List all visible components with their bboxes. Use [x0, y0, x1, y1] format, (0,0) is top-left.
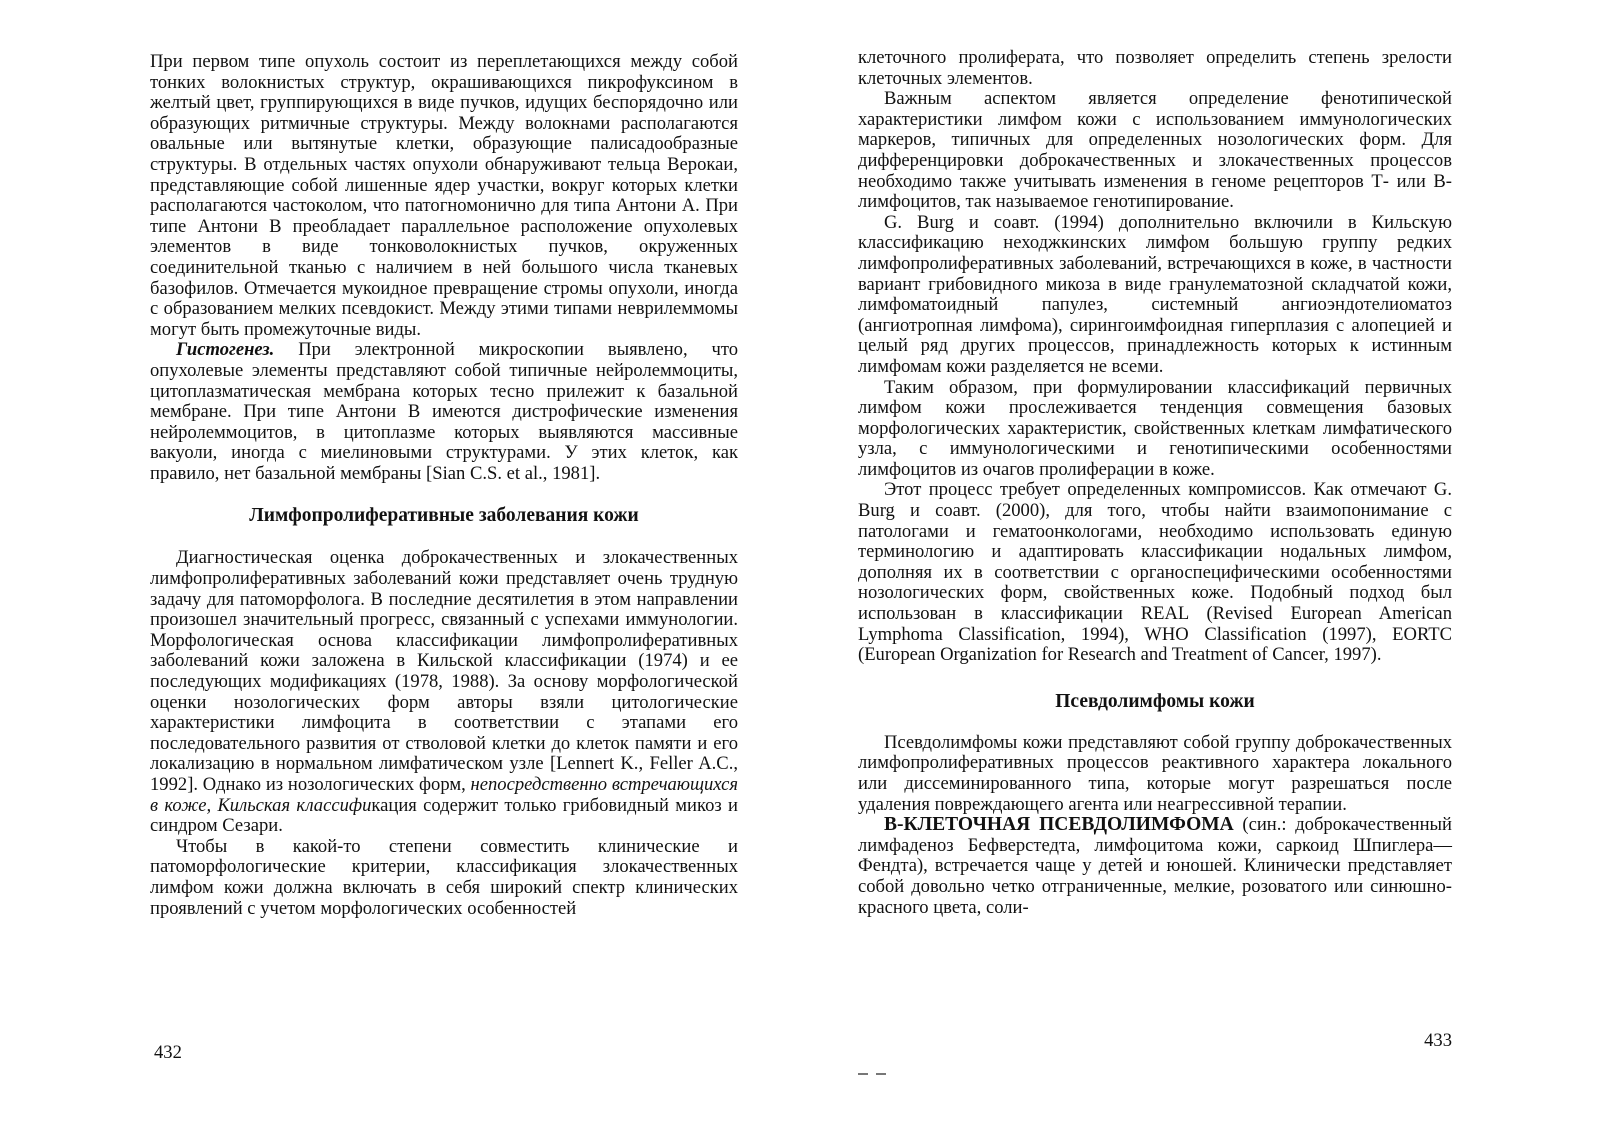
print-smudge [858, 1062, 918, 1068]
paragraph-term [858, 815, 1452, 918]
histogenesis-label: Гистогенез. [176, 339, 275, 361]
paragraph: G. Burg и соавт. (1994) дополнительно включили в Кильскую классификацию неходжкинских лимфом большую группу редких лимфопролиферативных заболеваний, встречающихся в коже, в частности вариант грибовидного микоза в виде гранулематозной складчатой кожи, лимфоматоидный папулез, системный ангиоэндотелиоматоз (ангиотропная лимфома), сирингоимфоидная гиперплазия с алопецией и целый ряд других процессов, принадлежность которых к истинным лимфомам кожи разделяется не всеми. [858, 211, 1452, 377]
section-heading: Псевдолимфомы кожи [1055, 690, 1255, 712]
page-number: 433 [1424, 1030, 1452, 1051]
paragraph-histogenesis [150, 340, 738, 484]
paragraph: При первом типе опухоль состоит из переплетающихся между собой тонких волокнистых структур, окрашивающихся пикрофуксином в желтый цвет, группирующихся в виде пучков, идущих беспорядочно или образующих ритмичные структуры. Между волокнами располагаются овальные или вытянутые клетки, образующие палисадообразные структуры. В отдельных частях опухоли обнаруживают тельца Верокаи, представляющие собой лишенные ядер участки, вокруг которых клетки располагаются частоколом, что патогномонично для типа Антони А. При типе Антони В преобладает параллельное расположение опухолевых элементов в виде тонковолокнистых пучков, окруженных соединительной тканью с наличием в ней большого числа тканевых базофилов. Отмечается мукоидное превращение стромы опухоли, иногда с образованием мелких псевдокист. Между этими типами неврилеммомы могут быть промежуточные виды. [150, 51, 738, 340]
section-heading: Лимфопролиферативные заболевания кожи [249, 505, 639, 527]
paragraph: Чтобы в какой-то степени совместить клинические и патоморфологические критерии, классификация злокачественных лимфом кожи должна включать в себя широкий спектр клинических проявлений с учетом морфологических особенностей [150, 835, 738, 919]
page-number: 432 [154, 1042, 182, 1063]
paragraph [150, 548, 738, 836]
paragraph-text: кация содержит только грибовидный микоз и синдром Сезари. [150, 794, 738, 837]
left-page-text [150, 52, 738, 919]
paragraph: клеточного пролиферата, что позволяет определить степень зрелости клеточных элементов. [858, 47, 1452, 89]
italic-text: непосредственно встречающихся в коже, Кильская классифи [150, 774, 738, 816]
paragraph-text: Диагностическая оценка доброкачественных и злокачественных лимфопролиферативных заболеваний кожи представляет очень трудную задачу для патоморфолога. В последние десятилетия в этом направлении произошел значительный прогресс, связанный с успехами иммунологии. Морфологическая основа классификации лимфопролиферативных заболеваний кожи заложена в Кильской классификации (1974) и ее последующих модификациях (1978, 1988). За основу морфологической оценки нозологических форм авторы взяли цитологические характеристики лимфоцита в соответствии с этапами его последовательного развития от стволовой клетки до клеток памяти и его локализацию в нормальном лимфатическом узле [Lennert K., Feller A.C., 1992]. Однако из нозологических форм, [150, 547, 738, 795]
histogenesis-text: При электронной микроскопии выявлено, что опухолевые элементы представляют собой типичные нейролеммоциты, цитоплазматическая мембрана которых тесно прилежит к базальной мембране. При типе Антони В имеются дистрофические изменения нейролеммоцитов, в цитоплазме которых выявляются массивные вакуоли, иногда с миелиновыми структурами. У этих клеток, как правило, нет базальной мембраны [Sian C.S. et al., 1981]. [150, 339, 738, 484]
paragraph: Таким образом, при формулировании классификаций первичных лимфом кожи прослеживается тенденция совмещения базовых морфологических характеристик, свойственных клеткам лимфатического узла, с иммунологическими и генотипическими особенностями лимфоцитов из очагов пролиферации в коже. [858, 376, 1452, 480]
paragraph: Важным аспектом является определение фенотипической характеристики лимфом кожи с использованием иммунологических маркеров, типичных для определенных нозологических форм. Для дифференцировки доброкачественных и злокачественных процессов необходимо также учитывать изменения в геноме рецепторов Т- или В-лимфоцитов, так называемое генотипирование. [858, 88, 1452, 213]
term-text: (син.: доброкачественный лимфаденоз Бефверстедта, лимфоцитома кожи, саркоид Шпиглера—Фендта), встречается чаще у детей и юношей. Клинически представляет собой довольно четко отграниченные, мелкие, розоватого или синюшно-красного цвета, соли- [858, 814, 1452, 918]
term-label: В-КЛЕТОЧНАЯ ПСЕВДОЛИМФОМА [884, 814, 1234, 836]
paragraph: Этот процесс требует определенных компромиссов. Как отмечают G. Burg и соавт. (2000), для того, чтобы найти взаимопонимание с патологами и гематоонкологами, необходимо использовать единую терминологию и адаптировать классификации нодальных лимфом, дополняя их в соответствии с органоспецифическими особенностями нозологических форм, свойственных коже. Подобный подход был использован в классификации REAL (Revised European American Lymphoma Classification, 1994), WHO Classification (1997), EORTC (European Organization for Research and Treatment of Cancer, 1997). [858, 479, 1452, 666]
right-page-text [858, 48, 1452, 918]
paragraph: Псевдолимфомы кожи представляют собой группу доброкачественных лимфопролиферативных процессов реактивного характера локального или диссеминированного типа, которые могут разрешаться после удаления повреждающего агента или неагрессивной терапии. [858, 731, 1452, 815]
